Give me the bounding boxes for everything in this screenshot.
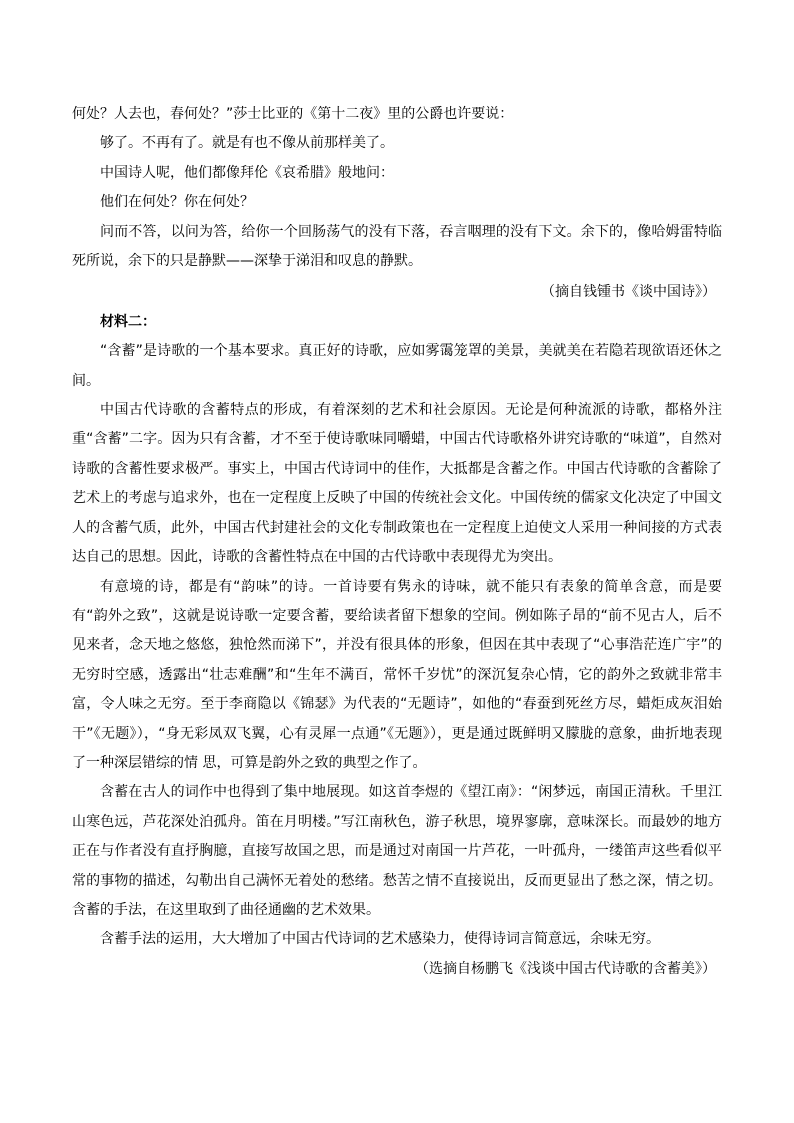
paragraph-silence: 问而不答，以问为答，给你一个回肠荡气的没有下落，吞言咽理的没有下文。余下的，像哈姆雷特临死所说，余下的只是静默——深挚于涕泪和叹息的静默。 — [72, 223, 722, 270]
paragraph-ci-poetry: 含蓄在古人的词作中也得到了集中地展现。如这首李煜的《望江南》：“闲梦远，南国正清秋。千里江山寒色远，芦花深处泊孤舟。笛在月明楼。”写江南秋色，游子秋思，境界寥廓，意味深长。而最妙的地方正在与作者没有直抒胸臆，直接写故国之思，而是通过对南国一片芦花，一叶孤舟，一缕笛声这些看似平常的事物的描述，勾勒出自己满怀无着处的愁绪。愁苦之情不直接说出，反而更显出了愁之深，情之切。含蓄的手法，在这里取到了曲径通幽的艺术效果。 — [72, 784, 722, 918]
paragraph-chinese-poets: 中国诗人呢，他们都像拜伦《哀希腊》般地问： — [100, 164, 394, 181]
paragraph-question: 他们在何处？你在何处？ — [100, 194, 254, 211]
section-heading-material2: 材料二： — [100, 313, 156, 330]
paragraph-hanxu-origin: 中国古代诗歌的含蓄特点的形成，有着深刻的艺术和社会原因。无论是何种流派的诗歌，都格外注重“含蓄”二字。因为只有含蓄，才不至于使诗歌味同嚼蜡，中国古代诗歌格外讲究诗歌的“味道”，自然对诗歌的含蓄性要求极严。事实上，中国古代诗词中的佳作，大抵都是含蓄之作。中国古代诗歌的含蓄除了艺术上的考虑与追求外，也在一定程度上反映了中国的传统社会文化。中国传统的儒家文化决定了中国文人的含蓄气质，此外，中国古代封建社会的文化专制政策也在一定程度上迫使文人采用一种间接的方式表达自己的思想。因此，诗歌的含蓄性特点在中国的古代诗歌中表现得尤为突出。 — [72, 402, 722, 566]
source-citation-material1: （摘自钱锺书《谈中国诗》） — [541, 284, 716, 301]
source-citation-material2: （选摘自杨鹏飞《浅谈中国古代诗歌的含蓄美》） — [415, 960, 716, 977]
paragraph-quote-duke: 够了。不再有了。就是有也不像从前那样美了。 — [100, 135, 394, 152]
paragraph-opening: 何处？人去也，春何处？”莎士比亚的《第十二夜》里的公爵也许要说： — [72, 106, 514, 122]
paragraph-hanxu-definition: “含蓄”是诗歌的一个基本要求。真正好的诗歌，应如雾霭笼罩的美景，美就美在若隐若现欲语还休之间。 — [72, 343, 722, 389]
paragraph-conclusion: 含蓄手法的运用，大大增加了中国古代诗词的艺术感染力，使得诗词言简意远，余味无穷。 — [100, 931, 660, 948]
paragraph-yunwei: 有意境的诗，都是有“韵味”的诗。一首诗要有隽永的诗味，就不能只有表象的简单含意，而是要有“韵外之致”，这就是说诗歌一定要含蓄，要给读者留下想象的空间。例如陈子昂的“前不见古人，后不见来者，念天地之悠悠，独怆然而涕下”，并没有很具体的形象，但因在其中表现了“心事浩茫连广宇”的无穷时空感，透露出“壮志难酬”和“生年不满百，常怀千岁忧”的深沉复杂心情，它的韵外之致就非常丰富，令人味之无穷。至于李商隐以《锦瑟》为代表的“无题诗”，如他的“春蚕到死丝方尽，蜡炬成灰泪始干”《无题》），“身无彩凤双飞翼，心有灵犀一点通”《无题》），更是通过既鲜明又朦胧的意象，曲折地表现了一种深层错综的情 思，可算是韵外之致的典型之作了。 — [72, 578, 722, 771]
